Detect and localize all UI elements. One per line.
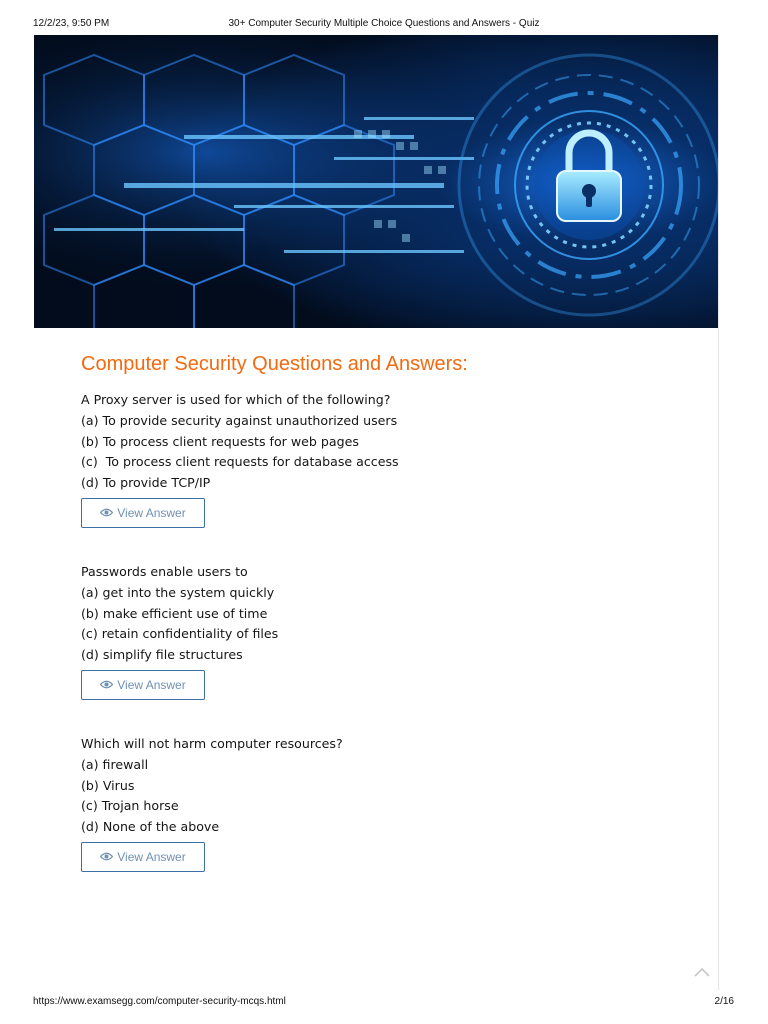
option-b: (b) To process client requests for web pages (81, 433, 359, 449)
option-c: (c) To process client requests for database access (81, 454, 399, 470)
banner-graphic (34, 35, 718, 328)
print-page-number: 2/16 (714, 996, 734, 1007)
section-title: Computer Security Questions and Answers: (81, 353, 468, 375)
option-b: (b) make efficient use of time (81, 605, 268, 621)
option-b: (b) Virus (81, 777, 135, 793)
option-a: (a) firewall (81, 756, 149, 772)
quiz-content (81, 353, 681, 906)
eye-icon (100, 852, 113, 861)
view-answer-label: View Answer (117, 677, 186, 692)
option-c: (c) retain confidentiality of files (81, 626, 279, 642)
question-text: A Proxy server is used for which of the following? (81, 392, 391, 407)
question-text: Which will not harm computer resources? (81, 735, 343, 751)
eye-icon (100, 680, 113, 689)
option-d: (d) To provide TCP/IP (81, 475, 211, 491)
print-page-title: 30+ Computer Security Multiple Choice Questions and Answers - Quiz (228, 18, 540, 29)
chevron-up-icon (694, 964, 710, 982)
option-d: (d) None of the above (81, 819, 220, 835)
question-block-2 (81, 562, 681, 700)
option-d: (d) simplify file structures (81, 647, 243, 663)
view-answer-label: View Answer (117, 505, 186, 520)
security-banner-image (34, 35, 718, 328)
option-c: (c) Trojan horse (81, 798, 179, 814)
print-url: https://www.examsegg.com/computer-security-mcqs.html (33, 996, 286, 1007)
view-answer-button[interactable] (81, 670, 205, 700)
view-answer-button[interactable] (81, 498, 205, 528)
page-frame (34, 35, 719, 990)
option-a: (a) To provide security against unauthorized users (81, 412, 398, 428)
question-text: Passwords enable users to (81, 563, 248, 579)
print-datetime: 12/2/23, 9:50 PM (33, 18, 110, 29)
view-answer-button[interactable] (81, 842, 205, 872)
eye-icon (100, 508, 113, 517)
question-block-1 (81, 390, 681, 528)
scroll-to-top-button[interactable] (692, 966, 712, 980)
view-answer-label: View Answer (117, 849, 186, 864)
question-block-3 (81, 734, 681, 872)
option-a: (a) get into the system quickly (81, 584, 275, 600)
